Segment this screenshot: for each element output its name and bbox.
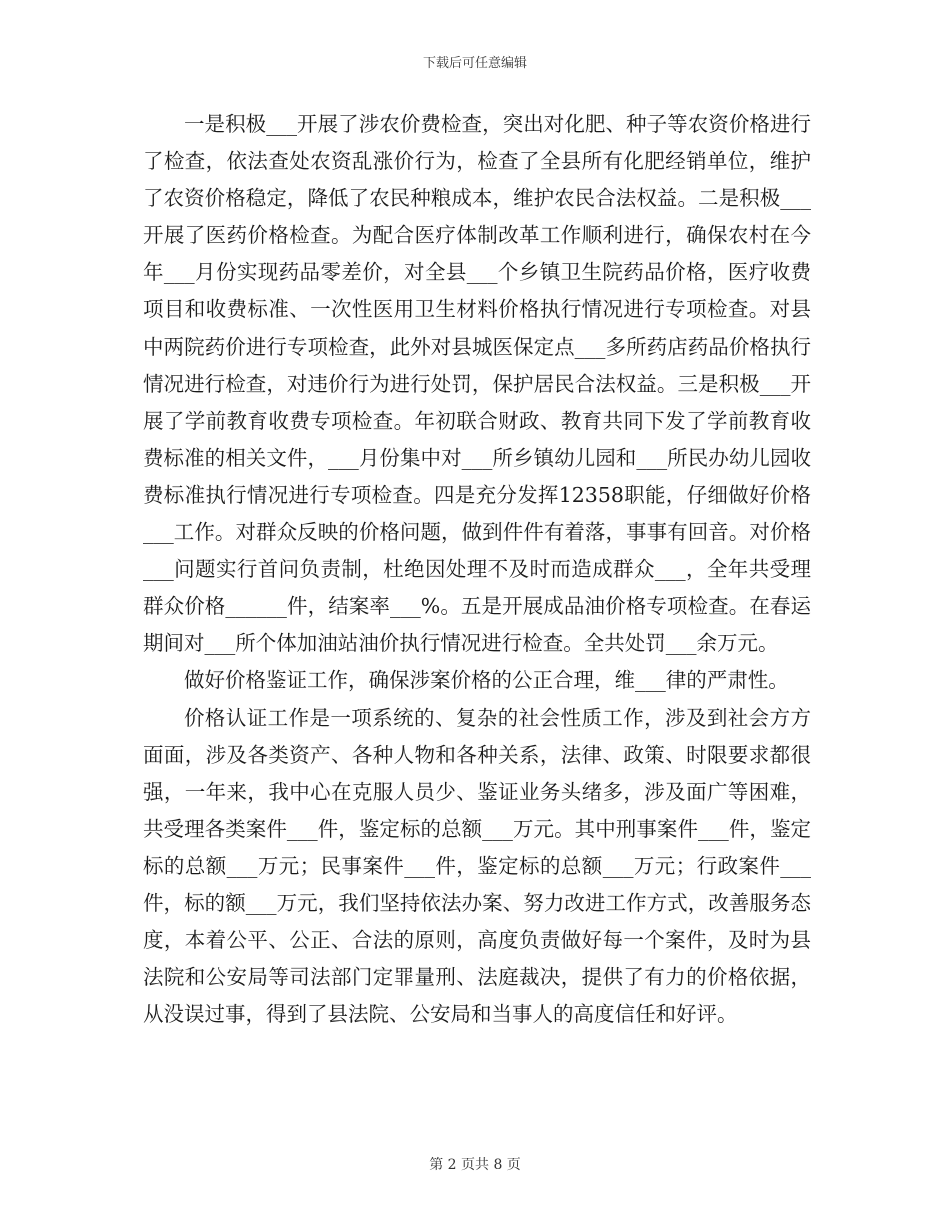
page-header: 下载后可任意编辑 [422,56,527,71]
paragraph-inspection-work: 一是积极___开展了涉农价费检查，突出对化肥、种子等农资价格进行了检查，依法查处农资乱涨价行为，检查了全县所有化肥经销单位，维护了农资价格稳定，降低了农民种粮成本，维护农民合法权益。二是积极___开展了医药价格检查。为配合医疗体制改革工作顺利进行，确保农村在今年___月份实现药品零差价，对全县___个乡镇卫生院药品价格，医疗收费项目和收费标准、一次性医用卫生材料价格执行情况进行专项检查。对县中两院药价进行专项检查，此外对县城医保定点___多所药店药品价格执行情况进行检查，对违价行为进行处罚，保护居民合法权益。三是积极___开展了学前教育收费专项检查。年初联合财政、教育共同下发了学前教育收费标准的相关文件，___月份集中对___所乡镇幼儿园和___所民办幼儿园收费标准执行情况进行专项检查。四是充分发挥12358职能，仔细做好价格___工作。对群众反映的价格问题，做到件件有着落，事事有回音。对价格___问题实行首问负责制，杜绝因处理不及时而造成群众___，全年共受理群众价格______件，结案率___%。五是开展成品油价格专项检查。在春运期间对___所个体加油站油价执行情况进行检查。全共处罚___余万元。 [143,112,811,656]
paragraph-price-certification: 价格认证工作是一项系统的、复杂的社会性质工作，涉及到社会方方面面，涉及各类资产、各种人物和各种关系，法律、政策、时限要求都很强，一年来，我中心在克服人员少、鉴证业务头绪多，涉及面广等困难，共受理各类案件___件，鉴定标的总额___万元。其中刑事案件___件，鉴定标的总额___万元；民事案件___件，鉴定标的总额___万元；行政案件___件，标的额___万元，我们坚持依法办案、努力改进工作方式，改善服务态度，本着公平、公正、合法的原则，高度负责做好每一个案件，及时为县法院和公安局等司法部门定罪量刑、法庭裁决，提供了有力的价格依据，从没误过事，得到了县法院、公安局和当事人的高度信任和好评。 [143,705,811,1027]
document-body [143,106,811,1033]
page-number-footer: 第 2 页共 8 页 [429,1157,521,1173]
paragraph-price-appraisal-heading: 做好价格鉴证工作，确保涉案价格的公正合理，维___律的严肃性。 [184,668,789,693]
